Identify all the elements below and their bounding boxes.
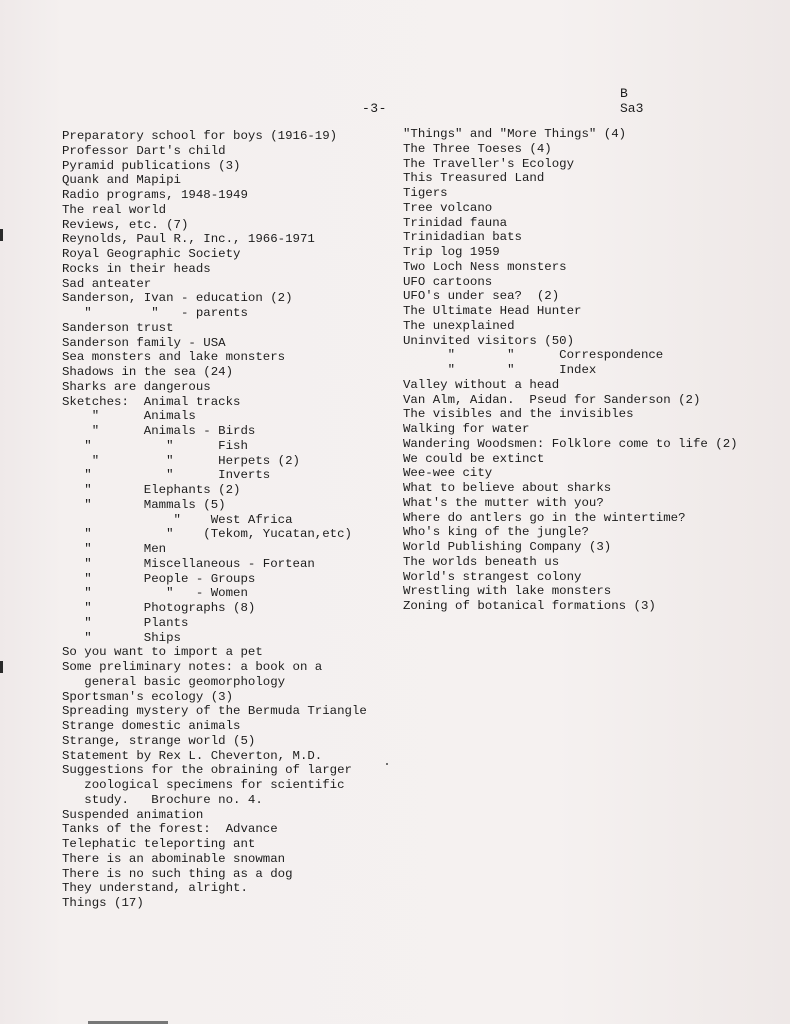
- index-entry: So you want to import a pet: [62, 645, 263, 660]
- index-entry: " West Africa: [62, 512, 293, 527]
- index-entry: Walking for water: [403, 422, 530, 436]
- index-entry: Wrestling with lake monsters: [403, 584, 612, 599]
- index-entry: Sanderson trust: [62, 320, 174, 335]
- index-entry: The real world: [62, 202, 167, 217]
- index-entry: World's strangest colony: [403, 569, 582, 584]
- index-entry: " People - Groups: [62, 571, 256, 586]
- index-entry: Telephatic teleporting ant: [62, 837, 256, 851]
- index-entry: " " (Tekom, Yucatan,etc): [62, 527, 352, 542]
- index-entry: Valley without a head: [403, 377, 560, 392]
- index-entry: UFO cartoons: [403, 274, 493, 289]
- series-code: B: [620, 86, 628, 101]
- index-entry: What's the mutter with you?: [403, 495, 604, 510]
- stray-mark: [386, 763, 388, 765]
- index-entry: Quank and Mapipi: [62, 173, 181, 188]
- index-entry: " " Inverts: [62, 468, 271, 483]
- series-reference: [620, 86, 643, 116]
- index-entry: general basic geomorphology: [62, 674, 286, 689]
- index-entry: Sharks are dangerous: [62, 379, 211, 394]
- index-entry: Strange, strange world (5): [62, 733, 256, 748]
- index-entry: " Mammals (5): [62, 497, 226, 512]
- index-entry: " Ships: [62, 630, 181, 645]
- index-entry: " Photographs (8): [62, 601, 256, 615]
- index-entry: Trip log 1959: [403, 245, 500, 259]
- index-entry: We could be extinct: [403, 451, 545, 466]
- index-entry: Uninvited visitors (50): [403, 333, 575, 348]
- index-entry: Where do antlers go in the wintertime?: [403, 510, 686, 525]
- index-entry: Professor Dart's child: [62, 143, 226, 158]
- left-edge-mark: [0, 661, 3, 673]
- index-entry: " Men: [62, 542, 167, 556]
- index-entry: Trinidadian bats: [403, 230, 522, 245]
- index-entry: Sketches: Animal tracks: [62, 394, 241, 409]
- index-entry: Tigers: [403, 186, 448, 200]
- index-entry: Spreading mystery of the Bermuda Triangle: [62, 704, 367, 719]
- index-entry: "Things" and "More Things" (4): [403, 127, 627, 141]
- index-entry: There is no such thing as a dog: [62, 866, 293, 881]
- index-entry: Reviews, etc. (7): [62, 217, 189, 232]
- index-entry: World Publishing Company (3): [403, 540, 612, 554]
- index-entry: Suspended animation: [62, 807, 204, 822]
- index-entry: Preparatory school for boys (1916-19): [62, 129, 338, 143]
- index-entry: UFO's under sea? (2): [403, 289, 560, 304]
- index-entry: The Three Toeses (4): [403, 141, 552, 156]
- index-entry: The unexplained: [403, 318, 515, 333]
- index-entry: Who's king of the jungle?: [403, 525, 589, 540]
- index-entry: Tanks of the forest: Advance: [62, 822, 278, 837]
- index-entry: The worlds beneath us: [403, 554, 560, 569]
- index-entry: This Treasured Land: [403, 171, 545, 186]
- index-entry: " " Correspondence: [403, 348, 664, 363]
- index-entry: " " Index: [403, 363, 597, 377]
- index-entry: Rocks in their heads: [62, 261, 211, 276]
- index-entry: Pyramid publications (3): [62, 158, 241, 173]
- index-entry: study. Brochure no. 4.: [62, 792, 263, 807]
- index-entry: " " Fish: [62, 438, 248, 453]
- index-entry: Radio programs, 1948-1949: [62, 188, 248, 202]
- index-entry: " Miscellaneous - Fortean: [62, 556, 315, 571]
- index-entry: Van Alm, Aidan. Pseud for Sanderson (2): [403, 392, 701, 407]
- index-entry: There is an abominable snowman: [62, 851, 286, 866]
- index-entry: Some preliminary notes: a book on a: [62, 660, 323, 674]
- index-entry: Tree volcano: [403, 200, 493, 215]
- index-entry: The visibles and the invisibles: [403, 407, 634, 422]
- index-entry: Sea monsters and lake monsters: [62, 350, 286, 365]
- index-entry: Sanderson family - USA: [62, 335, 226, 350]
- index-entry: They understand, alright.: [62, 881, 248, 896]
- index-entry: The Traveller's Ecology: [403, 156, 575, 171]
- index-entry: " " - parents: [62, 306, 248, 320]
- index-entry: Sanderson, Ivan - education (2): [62, 291, 293, 306]
- index-entry: Wee-wee city: [403, 466, 493, 481]
- index-entry: Wandering Woodsmen: Folklore come to life (2): [403, 436, 738, 451]
- series-subcode: Sa3: [620, 101, 644, 116]
- index-entry: Zoning of botanical formations (3): [403, 599, 656, 613]
- index-entry: Sad anteater: [62, 276, 152, 291]
- index-entry: Statement by Rex L. Cheverton, M.D.: [62, 748, 323, 763]
- index-entry: " Animals - Birds: [62, 424, 256, 438]
- index-entry: What to believe about sharks: [403, 481, 612, 495]
- index-entry: Two Loch Ness monsters: [403, 259, 567, 274]
- page-number: -3-: [362, 101, 387, 116]
- index-entry: " Plants: [62, 615, 189, 630]
- index-list-right: [403, 127, 738, 614]
- index-entry: The Ultimate Head Hunter: [403, 304, 582, 318]
- index-entry: Things (17): [62, 896, 144, 910]
- index-entry: zoological specimens for scientific: [62, 778, 345, 792]
- index-entry: " " - Women: [62, 586, 248, 601]
- index-entry: " Elephants (2): [62, 483, 241, 497]
- index-entry: Trinidad fauna: [403, 215, 508, 230]
- index-list-left: [62, 129, 367, 911]
- left-edge-mark: [0, 229, 3, 241]
- index-entry: " " Herpets (2): [62, 453, 300, 468]
- index-entry: Royal Geographic Society: [62, 247, 241, 261]
- index-entry: Strange domestic animals: [62, 719, 241, 733]
- index-entry: Reynolds, Paul R., Inc., 1966-1971: [62, 232, 315, 247]
- index-entry: Sportsman's ecology (3): [62, 689, 234, 704]
- index-entry: Suggestions for the obraining of larger: [62, 763, 352, 778]
- index-entry: " Animals: [62, 409, 196, 424]
- index-entry: Shadows in the sea (24): [62, 365, 234, 379]
